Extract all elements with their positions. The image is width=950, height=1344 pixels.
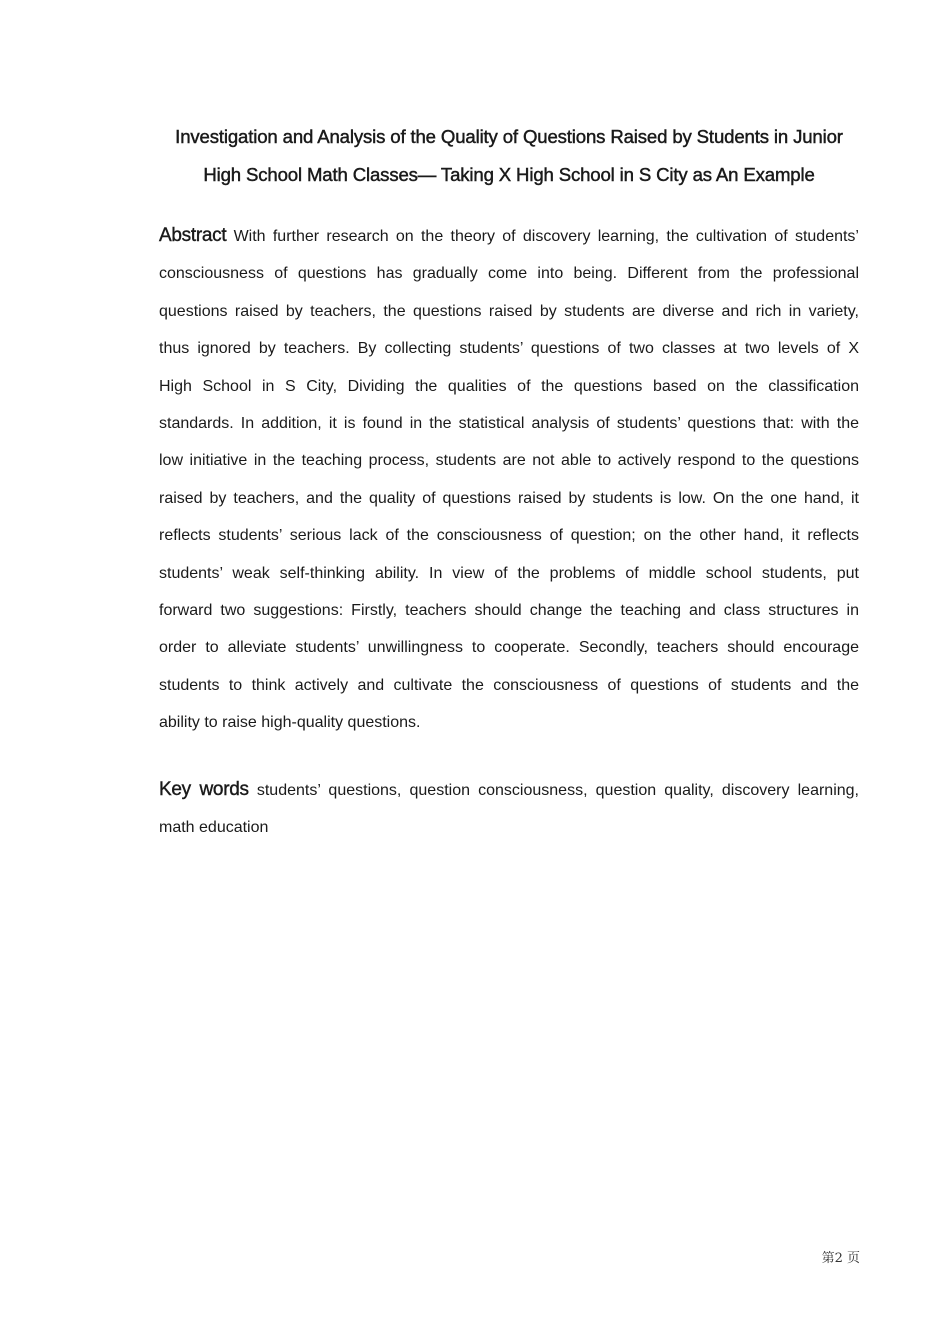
abstract-line: questions raised by teachers, the questions raised by students are diverse and rich in variety, [159,302,859,320]
keywords-label: Key words [159,779,249,800]
abstract-line: forward two suggestions: Firstly, teachers should change the teaching and class structures in [159,602,859,620]
abstract-line: High School in S City, Dividing the qualities of the questions based on the classification [159,377,859,395]
abstract-line: students’ weak self-thinking ability. In view of the problems of middle school students, put [159,564,859,582]
paper-title [150,118,868,194]
abstract-line: thus ignored by teachers. By collecting students’ questions of two classes at two levels of X [159,340,859,358]
abstract-line [159,217,859,255]
title-line: High School Math Classes— Taking X High School in S City as An Example [203,164,815,185]
abstract-line: order to alleviate students’ unwillingness to cooperate. Secondly, teachers should encourage [159,639,859,657]
keywords-line [159,771,859,809]
abstract-section [159,217,859,742]
abstract-line: students to think actively and cultivate the consciousness of questions of students and the [159,676,859,694]
page-number: 第2 页 [821,1251,860,1266]
abstract-line: standards. In addition, it is found in the statistical analysis of students’ questions that: with the [159,415,859,433]
title-line: Investigation and Analysis of the Quality of Questions Raised by Students in Junior [175,126,843,147]
abstract-line: consciousness of questions has gradually come into being. Different from the professional [159,265,859,283]
abstract-text: With further research on the theory of discovery learning, the cultivation of students’ [233,228,859,245]
keywords-text: students’ questions, question consciousness, question quality, discovery learning, [256,782,859,799]
abstract-line: ability to raise high-quality questions. [159,714,421,732]
abstract-line: low initiative in the teaching process, students are not able to actively respond to the questions [159,452,859,470]
keywords-line: math education [159,819,269,837]
abstract-line: raised by teachers, and the quality of questions raised by students is low. On the one hand, it [159,489,859,507]
keywords-section [159,771,859,847]
abstract-line: reflects students’ serious lack of the consciousness of question; on the other hand, it reflects [159,527,859,545]
abstract-label: Abstract [159,225,227,246]
